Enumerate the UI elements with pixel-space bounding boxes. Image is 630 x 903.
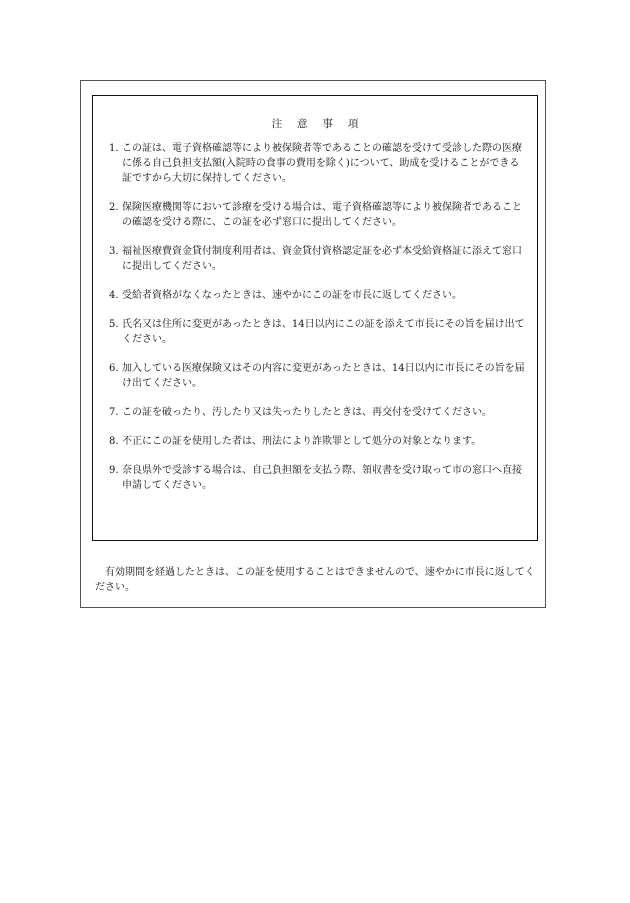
notice-item	[109, 463, 529, 493]
notice-item	[109, 434, 529, 449]
expiry-note: 有効期間を経過したときは、この証を使用することはできませんので、速やかに市長に返してください。	[95, 567, 535, 593]
notice-item-text: 奈良県外で受診する場合は、自己負担額を支払う際、領収書を受け取って市の窓口へ直接申請してください。	[122, 465, 522, 491]
notice-card	[80, 80, 546, 608]
notice-item-number: 7.	[109, 407, 119, 418]
notice-item-text: この証を破ったり、汚したり又は失ったりしたときは、再交付を受けてください。	[122, 407, 492, 418]
notice-item-number: 5.	[109, 319, 119, 330]
notice-item	[109, 405, 529, 420]
notice-item-text: 保険医療機関等において診療を受ける場合は、電子資格確認等により被保険者であることの確認を受ける際に、この証を必ず窓口に提出してください。	[122, 202, 522, 228]
notice-item-text: この証は、電子資格確認等により被保険者等であることの確認を受けて受診した際の医療に係る自己負担支払額(入院時の食事の費用を除く)について、助成を受けることができる証ですから大切に保持してください。	[122, 143, 522, 184]
notice-item-number: 8.	[109, 436, 119, 447]
notice-item-number: 3.	[109, 246, 119, 257]
notice-item-number: 9.	[109, 465, 119, 476]
notice-item-number: 2.	[109, 202, 119, 213]
notice-item-text: 氏名又は住所に変更があったときは、14日以内にこの証を添えて市長にその旨を届け出てください。	[122, 319, 525, 345]
notice-item-text: 加入している医療保険又はその内容に変更があったときは、14日以内に市長にその旨を届け出てください。	[122, 363, 525, 389]
notice-item	[109, 244, 529, 274]
notice-item-text: 受給者資格がなくなったときは、速やかにこの証を市長に返してください。	[122, 290, 462, 301]
notice-item-number: 4.	[109, 290, 119, 301]
notice-item	[109, 288, 529, 303]
notice-item-text: 不正にこの証を使用した者は、刑法により詐欺罪として処分の対象となります。	[122, 436, 482, 447]
notice-item-number: 1.	[109, 143, 119, 154]
notice-item	[109, 141, 529, 186]
notice-item	[109, 317, 529, 347]
notice-frame	[92, 95, 538, 541]
notice-title: 注 意 事 項	[271, 118, 365, 130]
notice-item	[109, 361, 529, 391]
notice-item-number: 6.	[109, 363, 119, 374]
notice-item-text: 福祉医療費資金貸付制度利用者は、資金貸付資格認定証を必ず本受給資格証に添えて窓口に提出してください。	[122, 246, 522, 272]
notice-items-list	[109, 141, 529, 507]
notice-item	[109, 200, 529, 230]
